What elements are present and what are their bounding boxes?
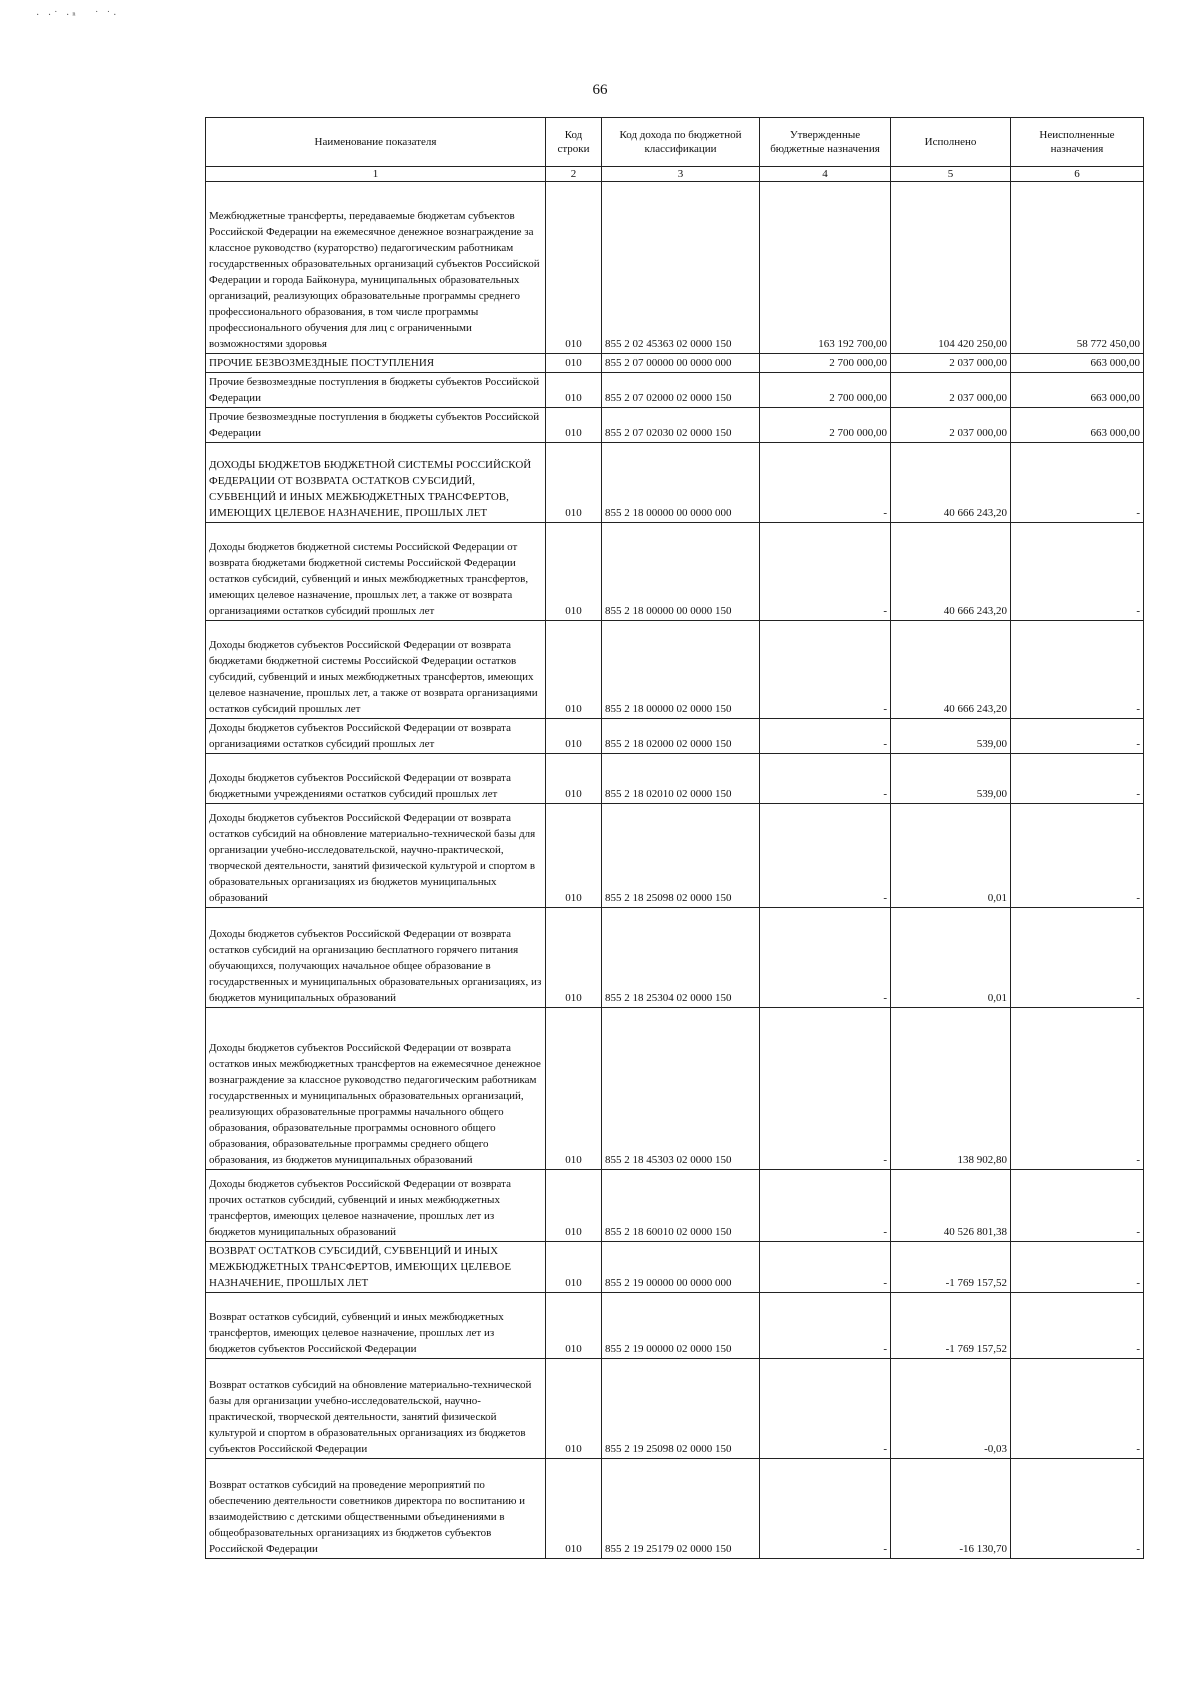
approved-amount: - xyxy=(760,804,891,908)
indicator-name: Доходы бюджетов субъектов Российской Федерации от возврата остатков субсидий на организацию бесплатного горячего питания обучающихся, получающих начальное общее образование в государственных и муниципальных образовательных организациях, из бюджетов муниципальных образований xyxy=(206,908,546,1008)
approved-amount: - xyxy=(760,1293,891,1359)
indicator-name: Возврат остатков субсидий на проведение мероприятий по обеспечению деятельности советников директора по воспитанию и взаимодействию с детскими общественными объединениями в общеобразовательных организациях из бюджетов субъектов Российской Федерации xyxy=(206,1459,546,1559)
unexecuted-amount: - xyxy=(1011,1459,1144,1559)
income-code: 855 2 18 25098 02 0000 150 xyxy=(602,804,760,908)
line-code: 010 xyxy=(546,754,602,804)
header-unexecuted: Неисполненные назначения xyxy=(1011,118,1144,167)
column-number: 2 xyxy=(546,167,602,182)
executed-amount: 138 902,80 xyxy=(891,1008,1011,1170)
income-code: 855 2 07 02000 02 0000 150 xyxy=(602,373,760,408)
line-code: 010 xyxy=(546,1008,602,1170)
income-code: 855 2 19 00000 02 0000 150 xyxy=(602,1293,760,1359)
unexecuted-amount: - xyxy=(1011,1170,1144,1242)
table-row xyxy=(206,719,1144,754)
executed-amount: 40 666 243,20 xyxy=(891,443,1011,523)
line-code: 010 xyxy=(546,1242,602,1293)
unexecuted-amount: - xyxy=(1011,1008,1144,1170)
executed-amount: 2 037 000,00 xyxy=(891,373,1011,408)
executed-amount: 539,00 xyxy=(891,719,1011,754)
approved-amount: - xyxy=(760,719,891,754)
income-code: 855 2 02 45363 02 0000 150 xyxy=(602,182,760,354)
approved-amount: 163 192 700,00 xyxy=(760,182,891,354)
income-code: 855 2 18 45303 02 0000 150 xyxy=(602,1008,760,1170)
income-code: 855 2 18 00000 00 0000 000 xyxy=(602,443,760,523)
executed-amount: -1 769 157,52 xyxy=(891,1293,1011,1359)
income-code: 855 2 07 00000 00 0000 000 xyxy=(602,354,760,373)
table-row xyxy=(206,908,1144,1008)
indicator-name: Прочие безвозмездные поступления в бюджеты субъектов Российской Федерации xyxy=(206,408,546,443)
approved-amount: - xyxy=(760,443,891,523)
indicator-name: ВОЗВРАТ ОСТАТКОВ СУБСИДИЙ, СУБВЕНЦИЙ И ИНЫХ МЕЖБЮДЖЕТНЫХ ТРАНСФЕРТОВ, ИМЕЮЩИХ ЦЕЛЕВОЕ НАЗНАЧЕНИЕ, ПРОШЛЫХ ЛЕТ xyxy=(206,1242,546,1293)
table-row xyxy=(206,1242,1144,1293)
unexecuted-amount: - xyxy=(1011,1293,1144,1359)
line-code: 010 xyxy=(546,523,602,621)
line-code: 010 xyxy=(546,408,602,443)
table-row xyxy=(206,621,1144,719)
column-number: 6 xyxy=(1011,167,1144,182)
budget-report-table xyxy=(205,117,1144,1559)
indicator-name: Доходы бюджетов субъектов Российской Федерации от возврата прочих остатков субсидий, субвенций и иных межбюджетных трансфертов, имеющих целевое назначение, прошлых лет из бюджетов муниципальных образований xyxy=(206,1170,546,1242)
approved-amount: 2 700 000,00 xyxy=(760,408,891,443)
indicator-name: Доходы бюджетов бюджетной системы Российской Федерации от возврата бюджетами бюджетной системы Российской Федерации остатков субсидий, субвенций и иных межбюджетных трансфертов, имеющих целевое назначение, прошлых лет, а также от возврата организациями остатков субсидий прошлых лет xyxy=(206,523,546,621)
table-row xyxy=(206,1170,1144,1242)
income-code: 855 2 18 00000 02 0000 150 xyxy=(602,621,760,719)
indicator-name: Доходы бюджетов субъектов Российской Федерации от возврата организациями остатков субсидий прошлых лет xyxy=(206,719,546,754)
income-code: 855 2 19 25179 02 0000 150 xyxy=(602,1459,760,1559)
executed-amount: 2 037 000,00 xyxy=(891,408,1011,443)
approved-amount: - xyxy=(760,1359,891,1459)
column-number-row xyxy=(206,167,1144,182)
income-code: 855 2 19 00000 00 0000 000 xyxy=(602,1242,760,1293)
indicator-name: Доходы бюджетов субъектов Российской Федерации от возврата бюджетными учреждениями остатков субсидий прошлых лет xyxy=(206,754,546,804)
indicator-name: Доходы бюджетов субъектов Российской Федерации от возврата остатков иных межбюджетных трансфертов на ежемесячное денежное вознаграждение за классное руководство педагогическим работникам государственных и муниципальных образовательных организаций, реализующих образовательные программы начального общего образования, образовательные программы основного общего образования, образовательные программы среднего общего образования, из бюджетов муниципальных образований xyxy=(206,1008,546,1170)
indicator-name: Возврат остатков субсидий на обновление материально-технической базы для организации учебно-исследовательской, научно-практической, творческой деятельности, занятий физической культурой и спортом в образовательных организациях из бюджетов субъектов Российской Федерации xyxy=(206,1359,546,1459)
income-code: 855 2 18 02000 02 0000 150 xyxy=(602,719,760,754)
executed-amount: -0,03 xyxy=(891,1359,1011,1459)
line-code: 010 xyxy=(546,182,602,354)
line-code: 010 xyxy=(546,804,602,908)
income-code: 855 2 18 25304 02 0000 150 xyxy=(602,908,760,1008)
unexecuted-amount: - xyxy=(1011,523,1144,621)
unexecuted-amount: - xyxy=(1011,443,1144,523)
approved-amount: 2 700 000,00 xyxy=(760,354,891,373)
table-row xyxy=(206,354,1144,373)
table-row xyxy=(206,754,1144,804)
approved-amount: - xyxy=(760,523,891,621)
column-number: 1 xyxy=(206,167,546,182)
approved-amount: - xyxy=(760,754,891,804)
executed-amount: 539,00 xyxy=(891,754,1011,804)
header-line-code: Код строки xyxy=(546,118,602,167)
line-code: 010 xyxy=(546,719,602,754)
line-code: 010 xyxy=(546,354,602,373)
unexecuted-amount: - xyxy=(1011,719,1144,754)
line-code: 010 xyxy=(546,373,602,408)
unexecuted-amount: 663 000,00 xyxy=(1011,354,1144,373)
column-number: 4 xyxy=(760,167,891,182)
table-row xyxy=(206,1359,1144,1459)
line-code: 010 xyxy=(546,1170,602,1242)
unexecuted-amount: - xyxy=(1011,908,1144,1008)
income-code: 855 2 18 02010 02 0000 150 xyxy=(602,754,760,804)
income-code: 855 2 18 00000 00 0000 150 xyxy=(602,523,760,621)
approved-amount: - xyxy=(760,1170,891,1242)
approved-amount: 2 700 000,00 xyxy=(760,373,891,408)
header-approved: Утвержденные бюджетные назначения xyxy=(760,118,891,167)
executed-amount: 40 526 801,38 xyxy=(891,1170,1011,1242)
unexecuted-amount: 663 000,00 xyxy=(1011,408,1144,443)
column-number: 5 xyxy=(891,167,1011,182)
executed-amount: 40 666 243,20 xyxy=(891,523,1011,621)
table-row xyxy=(206,804,1144,908)
indicator-name: Межбюджетные трансферты, передаваемые бюджетам субъектов Российской Федерации на ежемесячное денежное вознаграждение за классное руководство (кураторство) педагогическим работникам государственных образовательных организаций субъектов Российской Федерации и города Байконура, муниципальных образовательных организаций, реализующих образовательные программы среднего профессионального образования, в том числе программы профессионального обучения для лиц с ограниченными возможностями здоровья xyxy=(206,182,546,354)
indicator-name: Прочие безвозмездные поступления в бюджеты субъектов Российской Федерации xyxy=(206,373,546,408)
table-row xyxy=(206,1459,1144,1559)
line-code: 010 xyxy=(546,1459,602,1559)
table-row xyxy=(206,373,1144,408)
executed-amount: 0,01 xyxy=(891,908,1011,1008)
indicator-name: Доходы бюджетов субъектов Российской Федерации от возврата остатков субсидий на обновление материально-технической базы для организации учебно-исследовательской, научно-практической, творческой деятельности, занятий физической культурой и спортом в образовательных организациях из бюджетов муниципальных образований xyxy=(206,804,546,908)
page-number: 66 xyxy=(592,82,608,98)
unexecuted-amount: - xyxy=(1011,1359,1144,1459)
executed-amount: 40 666 243,20 xyxy=(891,621,1011,719)
approved-amount: - xyxy=(760,908,891,1008)
line-code: 010 xyxy=(546,908,602,1008)
indicator-name: ПРОЧИЕ БЕЗВОЗМЕЗДНЫЕ ПОСТУПЛЕНИЯ xyxy=(206,354,546,373)
approved-amount: - xyxy=(760,1459,891,1559)
executed-amount: -1 769 157,52 xyxy=(891,1242,1011,1293)
executed-amount: 104 420 250,00 xyxy=(891,182,1011,354)
income-code: 855 2 19 25098 02 0000 150 xyxy=(602,1359,760,1459)
indicator-name: Возврат остатков субсидий, субвенций и иных межбюджетных трансфертов, имеющих целевое назначение, прошлых лет из бюджетов субъектов Российской Федерации xyxy=(206,1293,546,1359)
unexecuted-amount: - xyxy=(1011,804,1144,908)
executed-amount: -16 130,70 xyxy=(891,1459,1011,1559)
header-executed: Исполнено xyxy=(891,118,1011,167)
table-row xyxy=(206,408,1144,443)
income-code: 855 2 07 02030 02 0000 150 xyxy=(602,408,760,443)
header-indicator-name: Наименование показателя xyxy=(206,118,546,167)
report-body xyxy=(206,182,1144,1559)
table-row xyxy=(206,1008,1144,1170)
unexecuted-amount: 663 000,00 xyxy=(1011,373,1144,408)
approved-amount: - xyxy=(760,621,891,719)
executed-amount: 0,01 xyxy=(891,804,1011,908)
income-code: 855 2 18 60010 02 0000 150 xyxy=(602,1170,760,1242)
unexecuted-amount: - xyxy=(1011,621,1144,719)
line-code: 010 xyxy=(546,1293,602,1359)
unexecuted-amount: - xyxy=(1011,1242,1144,1293)
indicator-name: Доходы бюджетов субъектов Российской Федерации от возврата бюджетами бюджетной системы Российской Федерации остатков субсидий, субвенций и иных межбюджетных трансфертов, имеющих целевое назначение, прошлых лет, а также от возврата организациями остатков субсидий прошлых лет xyxy=(206,621,546,719)
indicator-name: ДОХОДЫ БЮДЖЕТОВ БЮДЖЕТНОЙ СИСТЕМЫ РОССИЙСКОЙ ФЕДЕРАЦИИ ОТ ВОЗВРАТА ОСТАТКОВ СУБСИДИЙ, СУБВЕНЦИЙ И ИНЫХ МЕЖБЮДЖЕТНЫХ ТРАНСФЕРТОВ, ИМЕЮЩИХ ЦЕЛЕВОЕ НАЗНАЧЕНИЕ, ПРОШЛЫХ ЛЕТ xyxy=(206,443,546,523)
approved-amount: - xyxy=(760,1242,891,1293)
scan-specks: · ·˙ ·ⁿ ˙ ˙· xyxy=(36,10,120,21)
column-number: 3 xyxy=(602,167,760,182)
unexecuted-amount: 58 772 450,00 xyxy=(1011,182,1144,354)
table-row xyxy=(206,443,1144,523)
line-code: 010 xyxy=(546,443,602,523)
line-code: 010 xyxy=(546,621,602,719)
header-row xyxy=(206,118,1144,167)
approved-amount: - xyxy=(760,1008,891,1170)
table-row xyxy=(206,182,1144,354)
table-row xyxy=(206,1293,1144,1359)
unexecuted-amount: - xyxy=(1011,754,1144,804)
line-code: 010 xyxy=(546,1359,602,1459)
table-row xyxy=(206,523,1144,621)
executed-amount: 2 037 000,00 xyxy=(891,354,1011,373)
header-income-code: Код дохода по бюджетной классификации xyxy=(602,118,760,167)
